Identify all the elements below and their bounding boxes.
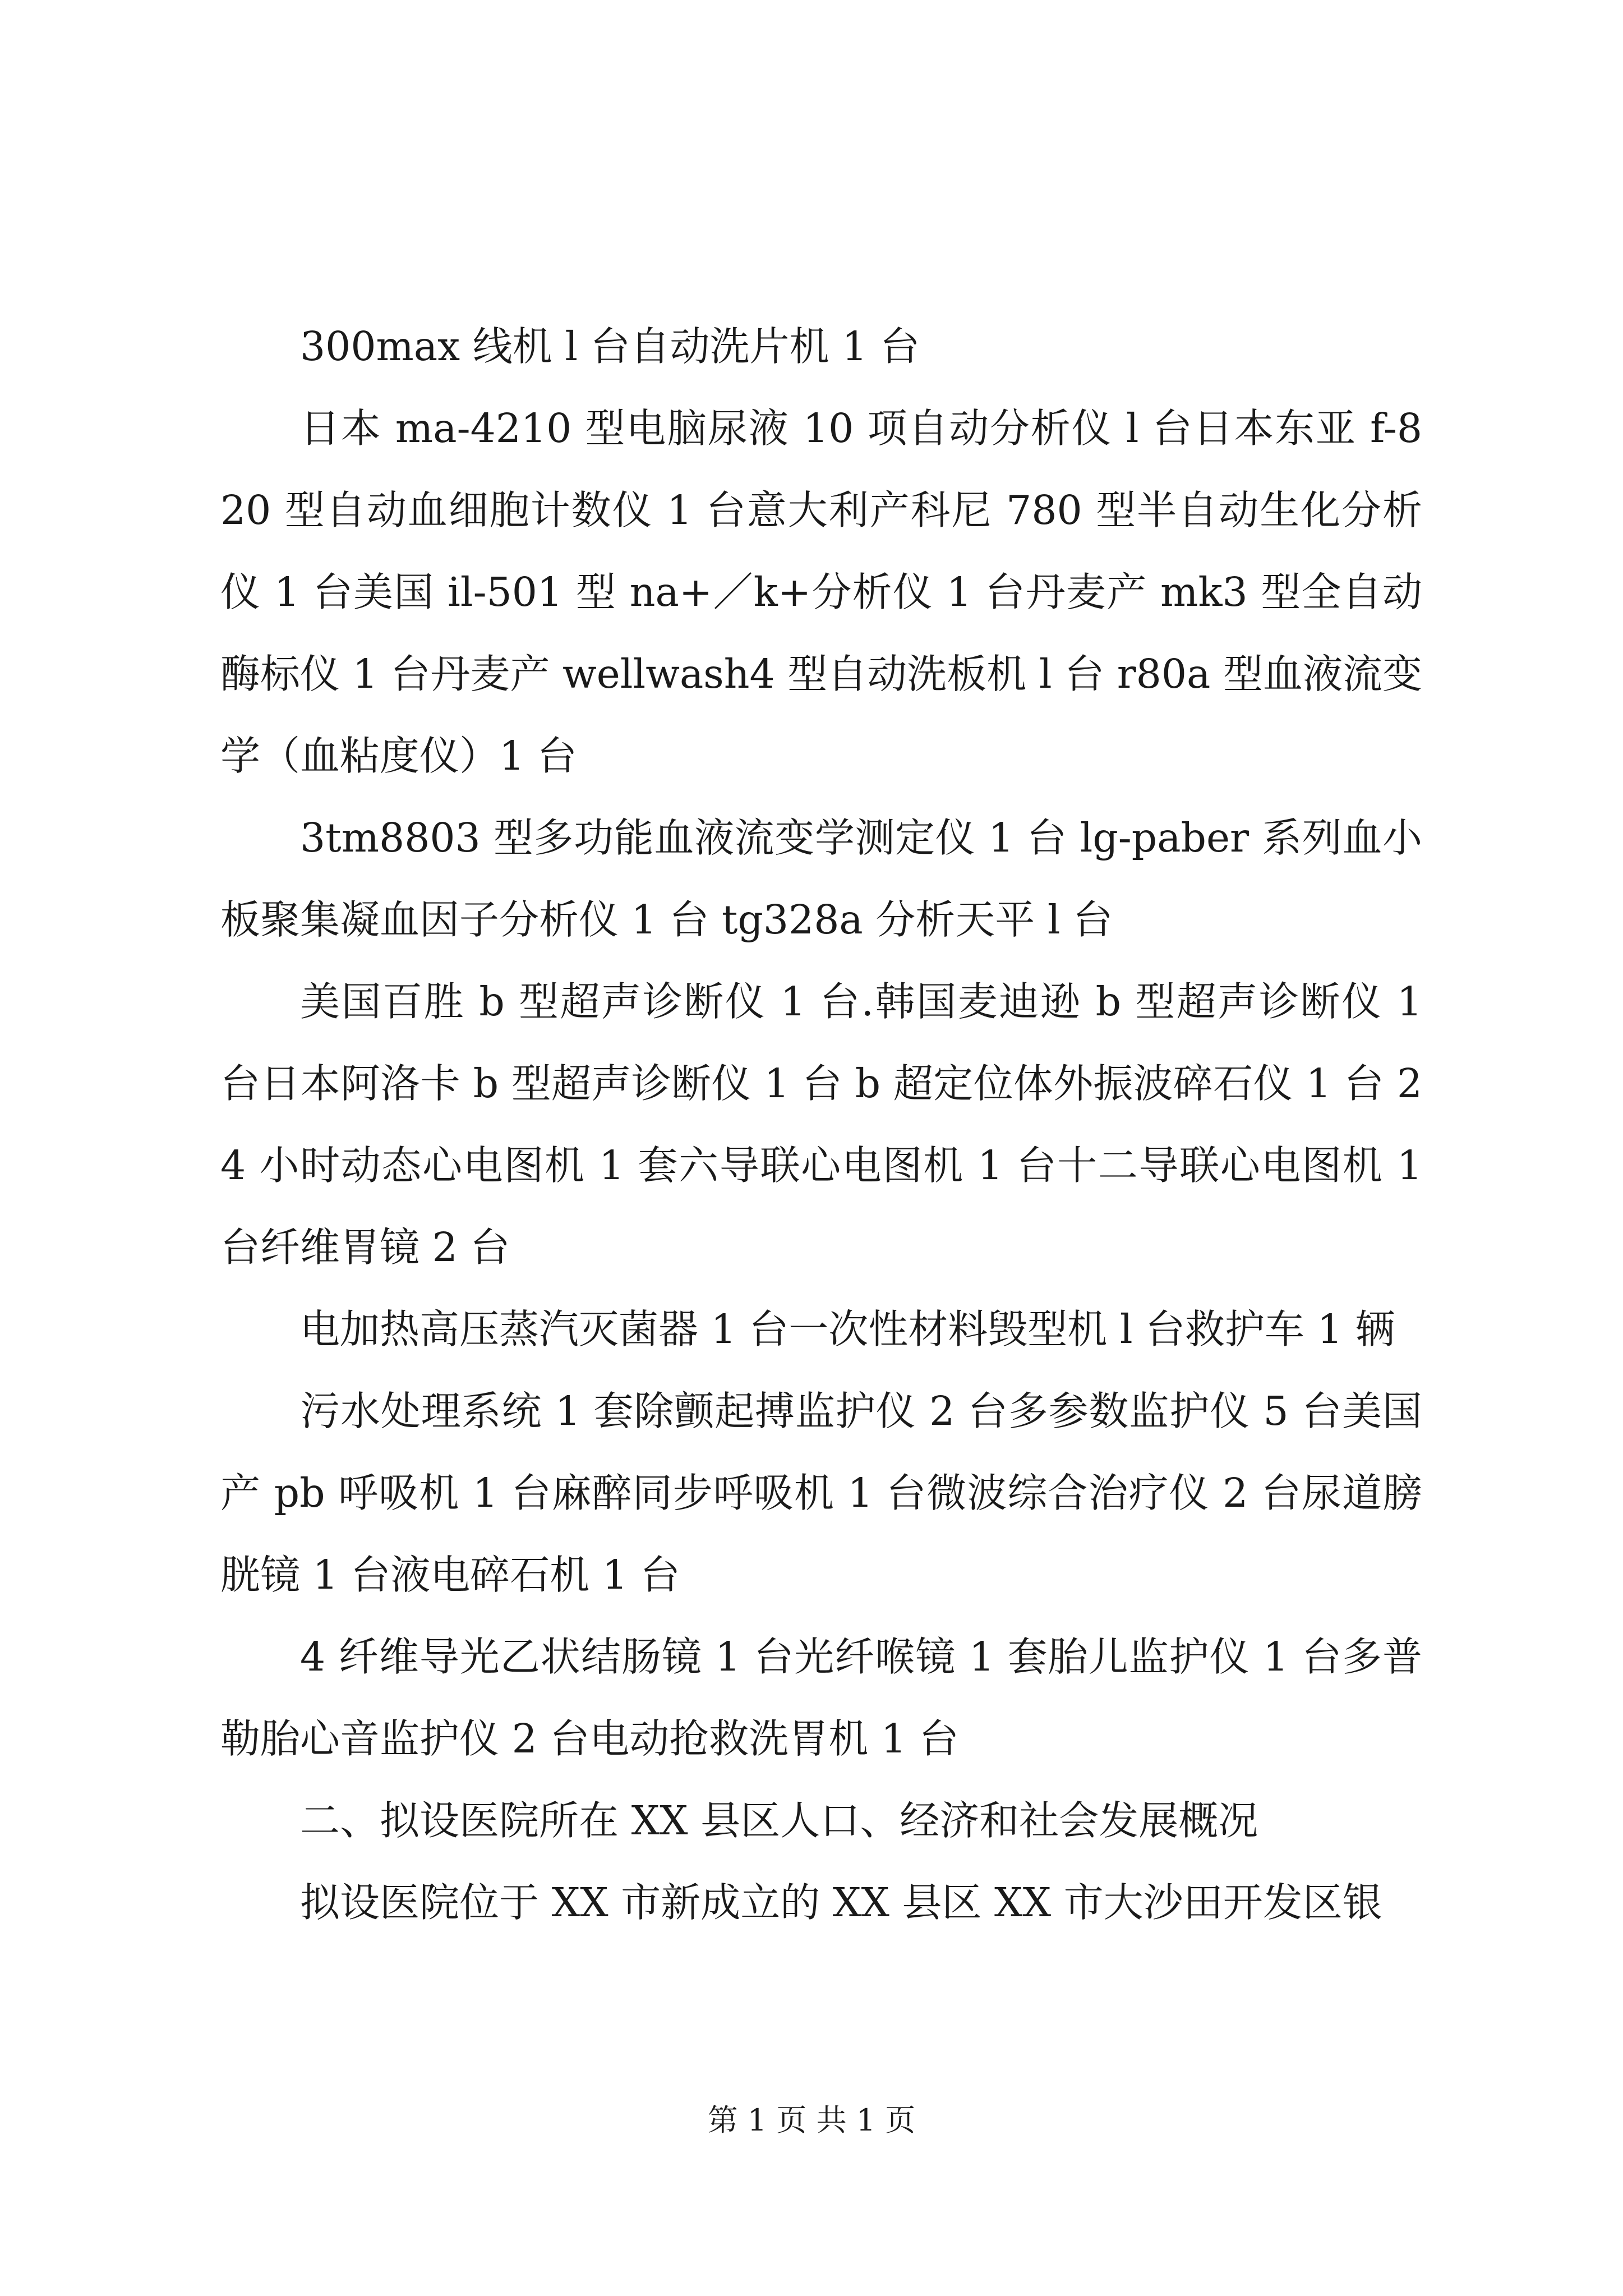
section-heading: 二、拟设医院所在 XX 县区人口、经济和社会发展概况 <box>300 1797 1258 1844</box>
paragraph: 污水处理系统 1 套除颤起搏监护仪 2 台多参数监护仪 5 台美国产 pb 呼吸机 1 台麻醉同步呼吸机 1 台微波综合治疗仪 2 台尿道膀胱镜 1 台液电碎石机 1 台 <box>220 1388 1422 1598</box>
document-body <box>220 306 1422 1944</box>
page-footer: 第 1 页 共 1 页 <box>707 2102 916 2138</box>
paragraph: 300max 线机 l 台自动洗片机 1 台 <box>300 323 920 370</box>
paragraph: 日本 ma-4210 型电脑尿液 10 项自动分析仪 l 台日本东亚 f-820 型自动血细胞计数仪 1 台意大利产科尼 780 型半自动生化分析仪 1 台美国 il-501 型 na+／k+分析仪 1 台丹麦产 mk3 型全自动酶标仪 1 台丹麦产 wellwash4 型自动洗板机 l 台 r80a 型血液流变学（血粘度仪）1 台 <box>220 405 1422 779</box>
paragraph: 4 纤维导光乙状结肠镜 1 台光纤喉镜 1 套胎儿监护仪 1 台多普勒胎心音监护仪 2 台电动抢救洗胃机 1 台 <box>220 1634 1422 1762</box>
paragraph: 3tm8803 型多功能血液流变学测定仪 1 台 lg-paber 系列血小板聚集凝血因子分析仪 1 台 tg328a 分析天平 l 台 <box>220 815 1422 943</box>
paragraph: 电加热高压蒸汽灭菌器 1 台一次性材料毁型机 l 台救护车 1 辆 <box>300 1306 1395 1352</box>
paragraph: 拟设医院位于 XX 市新成立的 XX 县区 XX 市大沙田开发区银 <box>300 1879 1382 1926</box>
paragraph: 美国百胜 b 型超声诊断仪 1 台.韩国麦迪逊 b 型超声诊断仪 1 台日本阿洛卡 b 型超声诊断仪 1 台 b 超定位体外振波碎石仪 1 台 24 小时动态心电图机 1 套六导联心电图机 1 台十二导联心电图机 1 台纤维胃镜 2 台 <box>220 978 1422 1271</box>
